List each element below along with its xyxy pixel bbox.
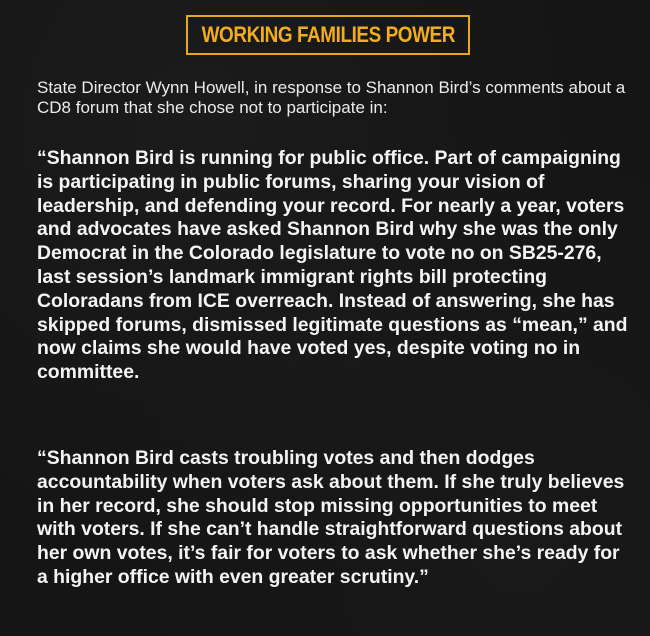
quote-paragraph-1: “Shannon Bird is running for public office. Part of campaigning is participating in public forums, sharing your vision of leadership, and defending your record. For nearly a year, voters and advocates have asked Shannon Bird why she was the only Democrat in the Colorado legislature to vote no on SB25-276, last session’s landmark immigrant rights bill protecting Coloradans from ICE overreach. Instead of answering, she has skipped forums, dismissed legitimate questions as “mean,” and now claims she would have voted yes, despite voting no in committee. xyxy=(37,147,628,384)
logo-text: WORKING FAMILIES POWER xyxy=(201,22,455,47)
quote-paragraph-2: “Shannon Bird casts troubling votes and then dodges accountability when voters ask about them. If she truly believes in her record, she should stop missing opportunities to meet with voters. If she can’t handle straightforward questions about her own votes, it’s fair for voters to ask whether she’s ready for a higher office with even greater scrutiny.” xyxy=(37,447,625,588)
intro-paragraph: State Director Wynn Howell, in response to Shannon Bird’s comments about a CD8 forum that she chose not to participate in: xyxy=(37,78,626,117)
working-families-power-logo xyxy=(186,15,470,55)
